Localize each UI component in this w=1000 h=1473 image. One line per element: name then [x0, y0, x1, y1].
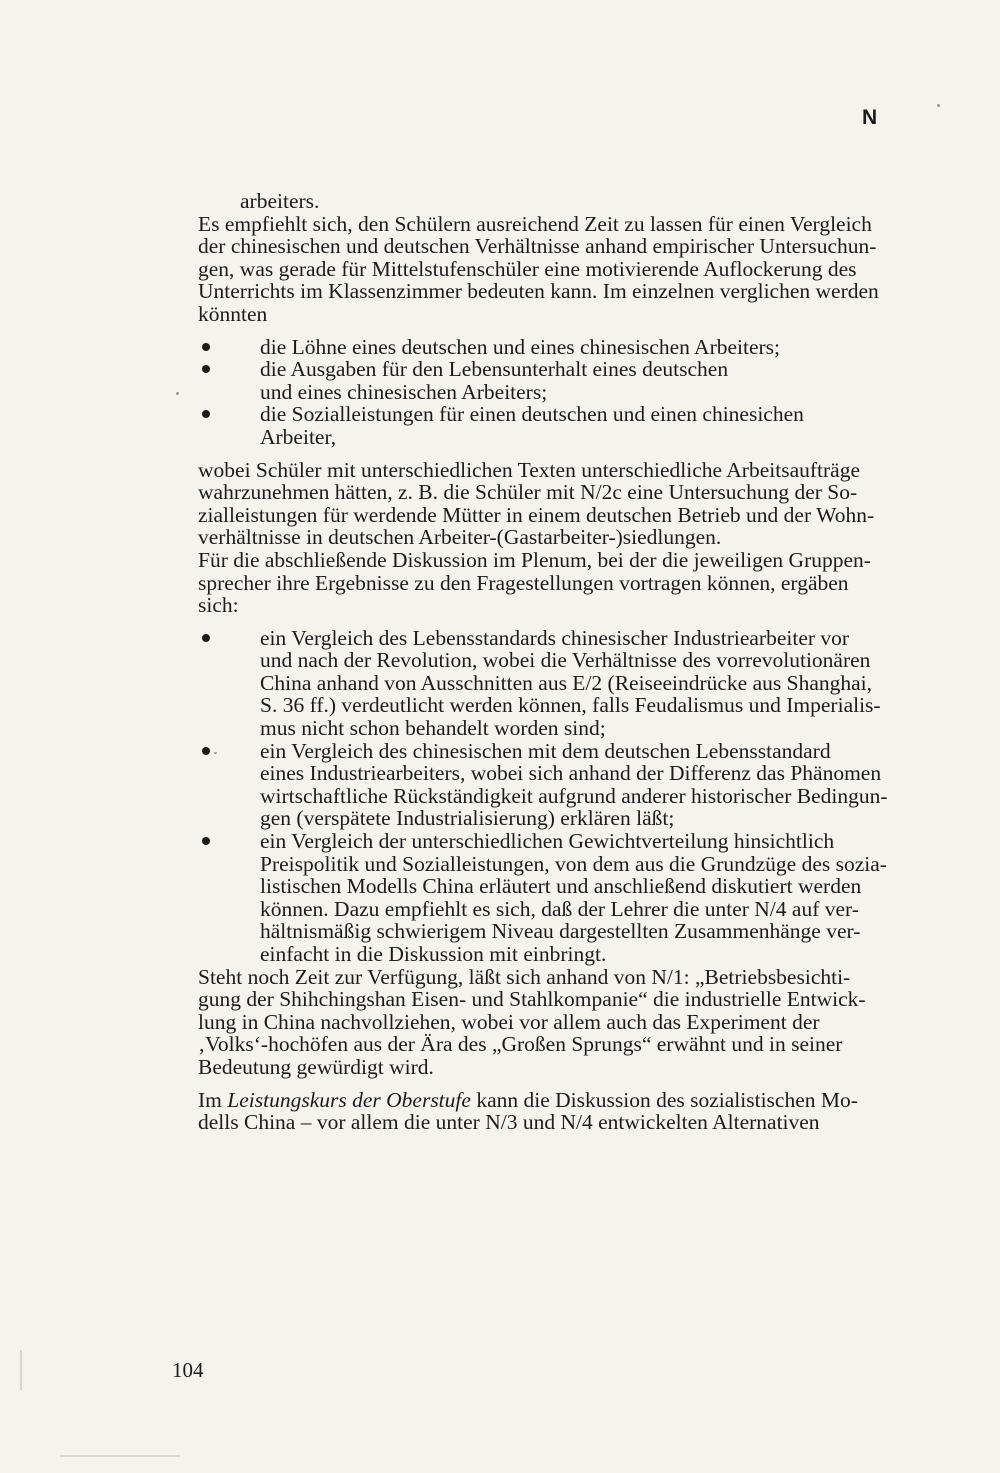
text-line: S. 36 ff.) verdeutlicht werden können, falls Feudalismus und Imperialis- [260, 693, 881, 718]
text-line: die Löhne eines deutschen und eines chinesischen Arbeiters; [260, 334, 781, 359]
italic-term: Leistungskurs der Oberstufe [227, 1087, 471, 1112]
text-line: und nach der Revolution, wobei die Verhältnisse des vorrevolutionären [260, 648, 871, 673]
text-line: die Ausgaben für den Lebensunterhalt eines deutschen [260, 357, 729, 382]
text-line: China anhand von Ausschnitten aus E/2 (Reiseeindrücke aus Shanghai, [260, 670, 873, 695]
scan-edge [60, 1455, 180, 1457]
scan-speck [176, 392, 179, 395]
bullet-list-1 [198, 336, 968, 449]
list-item [198, 740, 968, 830]
bullet-icon [202, 343, 210, 351]
text-line: könnten [198, 301, 268, 326]
text-line: Preispolitik und Sozialleistungen, von dem aus die Grundzüge des sozia- [260, 851, 887, 876]
text-line: gung der Shihchingshan Eisen- und Stahlkompanie“ die industrielle Entwick- [198, 987, 866, 1012]
bullet-list-2 [198, 627, 968, 966]
page-number: 104 [172, 1358, 204, 1382]
text-line: Es empfiehlt sich, den Schülern ausreichend Zeit zu lassen für einen Vergleich [198, 211, 872, 236]
text-line: dells China – vor allem die unter N/3 und N/4 entwickelten Alternativen [198, 1110, 820, 1135]
text-line: wahrzunehmen hätten, z. B. die Schüler mit N/2c eine Untersuchung der So- [198, 480, 858, 505]
text-line: hältnismäßig schwierigem Niveau dargestellten Zusammenhänge ver- [260, 919, 861, 944]
text-line: und eines chinesischen Arbeiters; [260, 379, 548, 404]
text-line: Für die abschließende Diskussion im Plenum, bei der die jeweiligen Gruppen- [198, 547, 871, 572]
text-fragment: Im [198, 1087, 228, 1112]
text-line: der chinesischen und deutschen Verhältnisse anhand empirischer Untersuchun- [198, 234, 877, 259]
text-line: gen (verspätete Industrialisierung) erklären läßt; [260, 806, 675, 831]
list-item [198, 336, 968, 359]
paragraph-2 [198, 459, 968, 617]
bullet-icon [202, 837, 210, 845]
text-line: listischen Modells China erläutert und anschließend diskutiert werden [260, 874, 862, 899]
text-line: Steht noch Zeit zur Verfügung, läßt sich anhand von N/1: „Betriebsbesichti- [198, 964, 851, 989]
text-line: lung in China nachvollziehen, wobei vor allem auch das Experiment der [198, 1009, 820, 1034]
section-letter: N [862, 106, 878, 129]
text-line: einfacht in die Diskussion mit einbringt. [260, 942, 607, 966]
text-line: wobei Schüler mit unterschiedlichen Texten unterschiedliche Arbeitsaufträge [198, 457, 860, 482]
text-line: die Sozialleistungen für einen deutschen und einen chinesichen [260, 402, 804, 427]
text-line: ‚Volks‘-hochöfen aus der Ära des „Großen Sprungs“ erwähnt und in seiner [198, 1032, 843, 1057]
text-line [198, 1089, 968, 1112]
text-line: ein Vergleich des Lebensstandards chinesischer Industriearbeiter vor [260, 625, 850, 650]
text-line: können. Dazu empfiehlt es sich, daß der Lehrer die unter N/4 auf ver- [260, 896, 859, 921]
text-line: Unterrichts im Klassenzimmer bedeuten kann. Im einzelnen verglichen werden [198, 279, 879, 304]
text-line: wirtschaftliche Rückständigkeit aufgrund anderer historischer Bedingun- [260, 783, 888, 808]
bullet-icon [202, 747, 210, 755]
text-line: Bedeutung gewürdigt wird. [198, 1054, 434, 1079]
paragraph-1 [198, 213, 968, 326]
text-line: ein Vergleich des chinesischen mit dem deutschen Lebensstandard [260, 738, 831, 763]
text-line: verhältnisse in deutschen Arbeiter-(Gastarbeiter-)siedlungen. [198, 525, 722, 550]
list-item [198, 358, 968, 403]
scan-edge [20, 1350, 22, 1390]
text-line: mus nicht schon behandelt worden sind; [260, 716, 606, 741]
text-fragment: kann die Diskussion des sozialistischen Mo- [470, 1087, 858, 1112]
scan-speck [214, 752, 217, 754]
text-line: gen, was gerade für Mittelstufenschüler eine motivierende Auflockerung des [198, 256, 857, 281]
list-item [198, 403, 968, 448]
list-item [198, 627, 968, 740]
list-item [198, 830, 968, 966]
text-line: ein Vergleich der unterschiedlichen Gewichtverteilung hinsichtlich [260, 829, 835, 854]
body-text [198, 190, 968, 1134]
text-line: zialleistungen für werdende Mütter in einem deutschen Betrieb und der Wohn- [198, 502, 875, 527]
text-line: sich: [198, 593, 239, 618]
paragraph-3 [198, 966, 968, 1079]
text-line: sprecher ihre Ergebnisse zu den Fragestellungen vortragen können, ergäben [198, 570, 849, 595]
bullet-icon [202, 634, 210, 642]
scan-speck [937, 104, 940, 107]
paragraph-4 [198, 1089, 968, 1134]
text-line: Arbeiter, [260, 424, 337, 449]
text-line: eines Industriearbeiters, wobei sich anhand der Differenz das Phänomen [260, 761, 882, 786]
text-line: arbeiters. [240, 189, 320, 213]
